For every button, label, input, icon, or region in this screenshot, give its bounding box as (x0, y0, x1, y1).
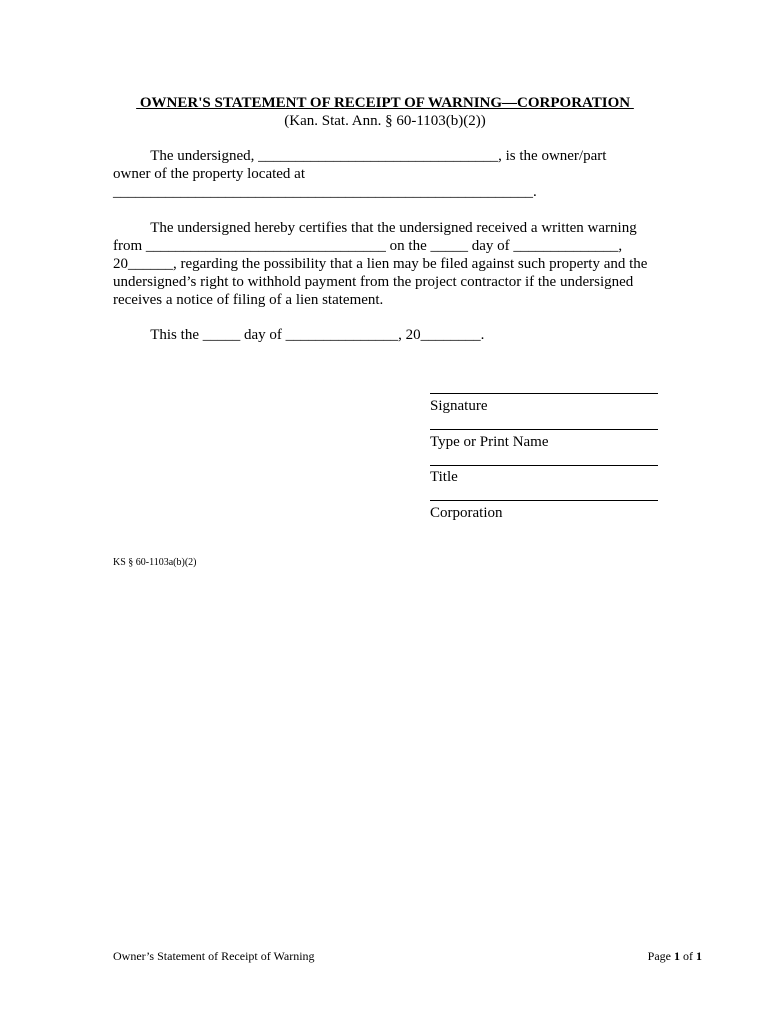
corporation-label: Corporation (430, 505, 503, 521)
page-prefix: Page (647, 949, 674, 963)
document-title (0, 94, 770, 112)
page-of: of (680, 949, 696, 963)
paragraph-1-line-1: The undersigned, ________________________________, is the owner/part (113, 148, 607, 164)
corporation-rule (430, 500, 658, 501)
name-rule (430, 429, 658, 430)
page-total: 1 (696, 949, 702, 963)
title-label: Title (430, 469, 458, 485)
signature-block (430, 0, 658, 521)
footer-page-number (648, 949, 702, 963)
paragraph-1-line-3: ________________________________________________________. (113, 184, 537, 200)
paragraph-2-line-4: undersigned’s right to withhold payment from the project contractor if the undersigned (113, 274, 634, 290)
page-current: 1 (674, 949, 680, 963)
document-subtitle: (Kan. Stat. Ann. § 60-1103(b)(2)) (284, 113, 486, 129)
title-rule (430, 465, 658, 466)
document-title-text: OWNER'S STATEMENT OF RECEIPT OF WARNING—CORPORATION (136, 95, 634, 111)
signature-label: Signature (430, 398, 488, 414)
footer-document-name: Owner’s Statement of Receipt of Warning (113, 949, 315, 963)
date-line: This the _____ day of _______________, 20________. (113, 327, 485, 343)
paragraph-2-line-5: receives a notice of filing of a lien statement. (113, 292, 384, 308)
statute-code-reference: KS § 60-1103a(b)(2) (113, 557, 197, 568)
signature-rule (430, 393, 658, 394)
name-label: Type or Print Name (430, 434, 549, 450)
paragraph-2-line-1: The undersigned hereby certifies that the undersigned received a written warning (113, 220, 637, 236)
paragraph-1-line-2: owner of the property located at (113, 166, 306, 182)
paragraph-2-line-3: 20______, regarding the possibility that a lien may be filed against such property and the (113, 256, 648, 272)
paragraph-2-line-2: from ________________________________ on the _____ day of ______________, (113, 238, 623, 254)
